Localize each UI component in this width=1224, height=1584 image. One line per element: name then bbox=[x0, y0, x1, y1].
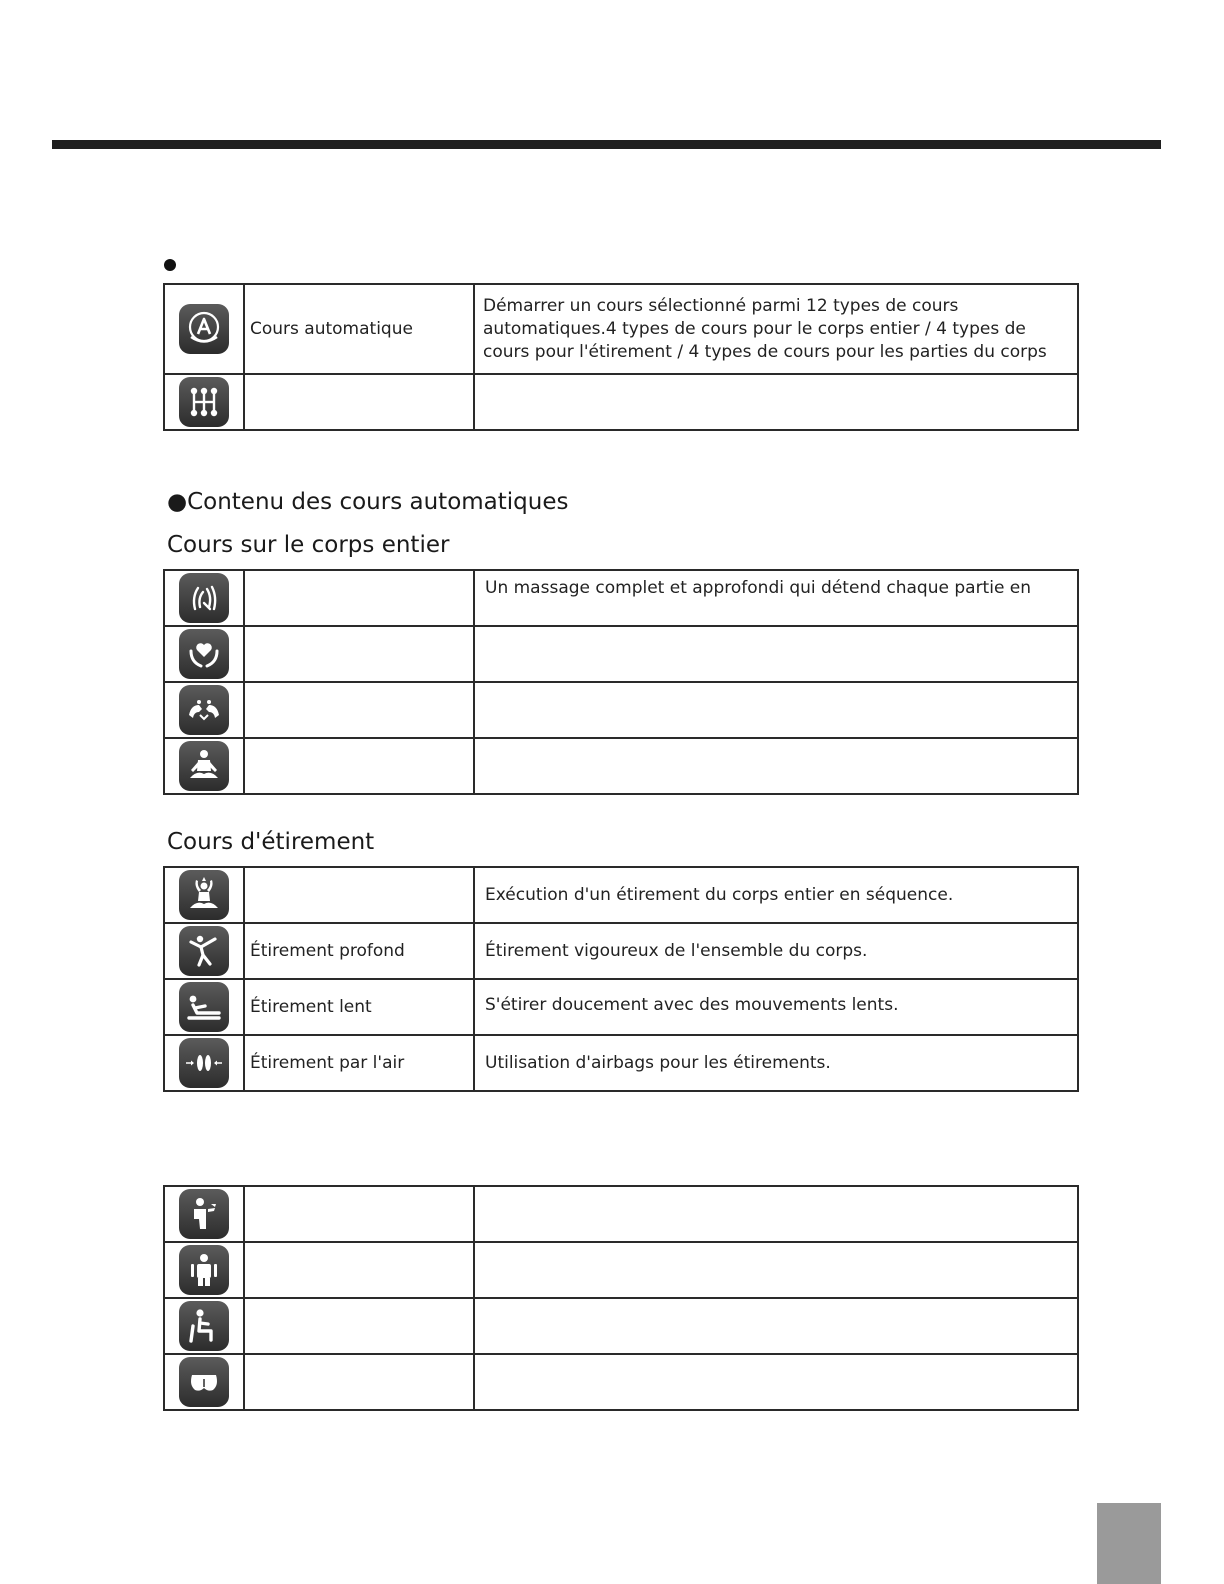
table-row bbox=[164, 738, 1078, 794]
yoga-stretch-icon bbox=[179, 870, 229, 920]
slow-stretch-icon bbox=[179, 982, 229, 1032]
icon-cell bbox=[164, 626, 244, 682]
course-name: Cours automatique bbox=[244, 284, 474, 374]
course-description: S'étirer doucement avec des mouvements lents. bbox=[474, 979, 1078, 1035]
bullet-mark bbox=[164, 259, 176, 271]
neck-shoulder-icon bbox=[179, 1189, 229, 1239]
table-row bbox=[164, 923, 1078, 979]
course-name: Étirement par l'air bbox=[244, 1035, 474, 1091]
course-description bbox=[474, 374, 1078, 430]
whole-body-title: Cours sur le corps entier bbox=[167, 532, 450, 558]
table-row bbox=[164, 626, 1078, 682]
body-parts-table bbox=[163, 1185, 1079, 1411]
manual-course-icon bbox=[179, 377, 229, 427]
course-description: Démarrer un cours sélectionné parmi 12 types de cours automatiques.4 types de cours pour le corps entier / 4 types de cours pour l'étirement / 4 types de cours pour les parties du corps bbox=[474, 284, 1078, 374]
course-type-table bbox=[163, 283, 1079, 431]
table-row bbox=[164, 682, 1078, 738]
table-row bbox=[164, 867, 1078, 923]
table-row bbox=[164, 1354, 1078, 1410]
icon-cell bbox=[164, 1298, 244, 1354]
course-description bbox=[474, 682, 1078, 738]
course-description bbox=[474, 1186, 1078, 1242]
icon-cell bbox=[164, 682, 244, 738]
course-description bbox=[474, 1298, 1078, 1354]
stretching-table bbox=[163, 866, 1079, 1092]
top-rule bbox=[52, 140, 1161, 149]
course-description bbox=[474, 626, 1078, 682]
auto-course-contents-heading: ●Contenu des cours automatiques bbox=[167, 489, 569, 515]
back-waist-icon bbox=[179, 1245, 229, 1295]
course-name bbox=[244, 1298, 474, 1354]
course-description bbox=[474, 1354, 1078, 1410]
course-name bbox=[244, 374, 474, 430]
course-description: Étirement vigoureux de l'ensemble du corps. bbox=[474, 923, 1078, 979]
stretching-title: Cours d'étirement bbox=[167, 829, 375, 855]
hip-icon bbox=[179, 1357, 229, 1407]
shoulder-care-icon bbox=[179, 685, 229, 735]
table-row bbox=[164, 570, 1078, 626]
icon-cell bbox=[164, 1186, 244, 1242]
course-description: Exécution d'un étirement du corps entier en séquence. bbox=[474, 867, 1078, 923]
course-description: Utilisation d'airbags pour les étirements. bbox=[474, 1035, 1078, 1091]
table-row bbox=[164, 1242, 1078, 1298]
deep-stretch-icon bbox=[179, 926, 229, 976]
course-name: Étirement lent bbox=[244, 979, 474, 1035]
icon-cell bbox=[164, 867, 244, 923]
meditation-icon bbox=[179, 741, 229, 791]
icon-cell bbox=[164, 979, 244, 1035]
full-massage-icon bbox=[179, 573, 229, 623]
page-corner-tab bbox=[1097, 1503, 1161, 1584]
seated-legs-icon bbox=[179, 1301, 229, 1351]
course-name bbox=[244, 682, 474, 738]
care-heart-icon bbox=[179, 629, 229, 679]
icon-cell bbox=[164, 738, 244, 794]
icon-cell bbox=[164, 1035, 244, 1091]
course-description: Un massage complet et approfondi qui détend chaque partie en bbox=[474, 570, 1078, 626]
course-name: Étirement profond bbox=[244, 923, 474, 979]
auto-course-icon bbox=[179, 304, 229, 354]
course-name bbox=[244, 626, 474, 682]
whole-body-table bbox=[163, 569, 1079, 795]
icon-cell bbox=[164, 374, 244, 430]
course-description bbox=[474, 1242, 1078, 1298]
icon-cell bbox=[164, 1354, 244, 1410]
icon-cell bbox=[164, 1242, 244, 1298]
table-row bbox=[164, 1035, 1078, 1091]
table-row bbox=[164, 979, 1078, 1035]
icon-cell bbox=[164, 923, 244, 979]
table-row bbox=[164, 1186, 1078, 1242]
course-name bbox=[244, 570, 474, 626]
course-description bbox=[474, 738, 1078, 794]
table-row bbox=[164, 374, 1078, 430]
air-stretch-icon bbox=[179, 1038, 229, 1088]
course-name bbox=[244, 867, 474, 923]
icon-cell bbox=[164, 284, 244, 374]
icon-cell bbox=[164, 570, 244, 626]
course-name bbox=[244, 1186, 474, 1242]
course-name bbox=[244, 1354, 474, 1410]
course-name bbox=[244, 738, 474, 794]
table-row bbox=[164, 284, 1078, 374]
table-row bbox=[164, 1298, 1078, 1354]
course-name bbox=[244, 1242, 474, 1298]
